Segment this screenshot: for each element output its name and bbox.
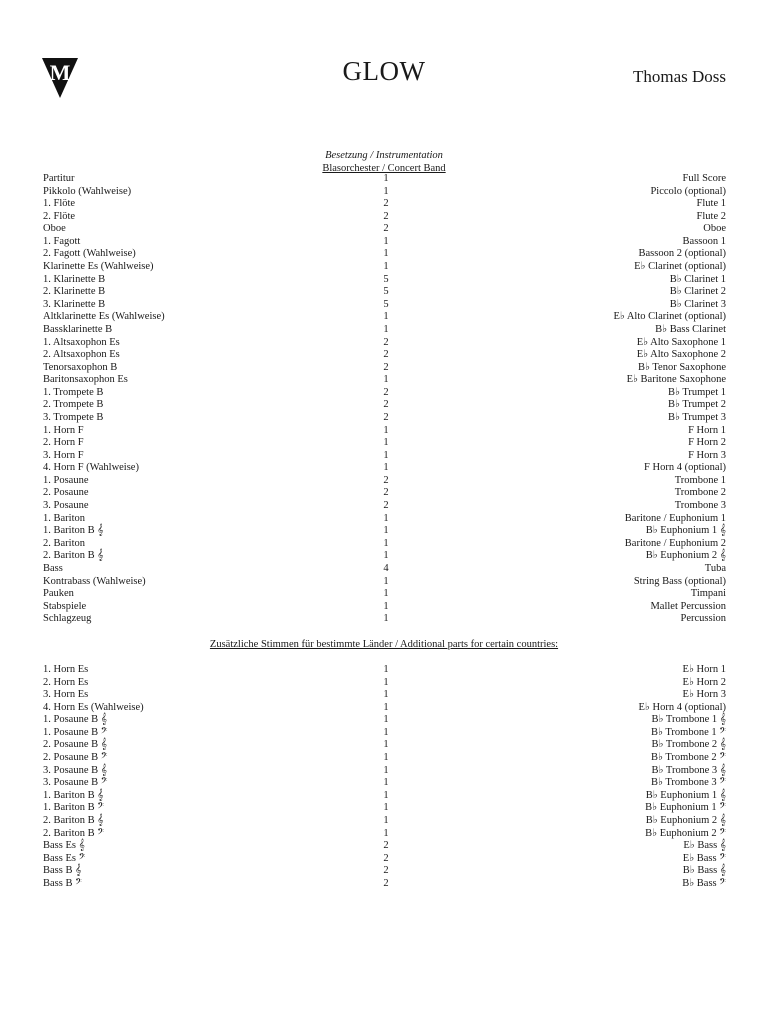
table-row [43,601,726,614]
english-part-name: B♭ Trombone 3 𝄞 [651,764,726,776]
german-part-name: 3. Horn Es [43,689,89,701]
part-quantity: 2 [383,474,389,486]
table-row [43,261,726,274]
part-quantity: 2 [383,840,389,852]
english-part-name: Bassoon 1 [682,235,726,247]
english-part-name: E♭ Baritone Saxophone [626,374,726,386]
english-part-name: E♭ Horn 2 [682,676,726,688]
english-part-name: E♭ Bass 𝄞 [683,840,726,852]
german-part-name: Bassklarinette B [43,323,113,335]
table-row [43,840,726,853]
german-part-name: Bass Es 𝄞 [43,840,85,852]
english-part-name: F Horn 2 [688,437,726,449]
german-part-name: Partitur [43,173,75,184]
part-quantity: 1 [383,537,389,549]
table-row [43,487,726,500]
table-row [43,727,726,740]
part-quantity: 1 [383,588,389,600]
german-part-name: 3. Klarinette B [43,298,106,310]
german-part-name: 1. Klarinette B [43,273,106,285]
table-row [43,324,726,337]
table-row [43,588,726,601]
table-row [43,475,726,488]
part-quantity: 1 [383,424,389,436]
german-part-name: 2. Posaune B 𝄞 [43,739,107,751]
part-quantity: 2 [383,487,389,499]
english-part-name: Flute 2 [696,210,726,222]
part-quantity: 2 [383,210,389,222]
german-part-name: 1. Flöte [43,198,76,210]
part-quantity: 1 [383,173,389,184]
part-quantity: 1 [383,802,389,814]
english-part-name: B♭ Clarinet 1 [669,273,726,285]
german-part-name: 2. Fagott (Wahlweise) [43,248,136,260]
german-part-name: 3. Posaune B 𝄢 [43,777,108,789]
english-part-name: Trombone 1 [674,474,726,486]
german-part-name: 4. Horn F (Wahlweise) [43,462,139,474]
table-row [43,236,726,249]
german-part-name: 2. Bariton [43,537,85,549]
part-quantity: 2 [383,399,389,411]
table-row [43,274,726,287]
table-row [43,677,726,690]
part-quantity: 1 [383,600,389,612]
german-part-name: Schlagzeug [43,613,92,625]
german-part-name: 1. Posaune [43,474,89,486]
part-quantity: 1 [383,701,389,713]
english-part-name: B♭ Euphonium 2 𝄞 [645,814,726,826]
german-part-name: 2. Trompete B [43,399,104,411]
part-quantity: 1 [383,689,389,701]
part-quantity: 1 [383,664,389,675]
additional-parts-heading: Zusätzliche Stimmen für bestimmte Länder / Additional parts for certain countries: [209,639,559,650]
table-row [43,299,726,312]
german-part-name: Bass B 𝄞 [43,865,82,877]
english-part-name: B♭ Trombone 1 𝄢 [650,726,726,738]
german-part-name: 1. Altsaxophon Es [43,336,120,348]
part-quantity: 1 [383,185,389,197]
table-row [43,878,726,891]
instrumentation-table [43,173,726,626]
part-quantity: 1 [383,613,389,625]
part-quantity: 1 [383,261,389,273]
english-part-name: F Horn 3 [688,449,726,461]
german-part-name: 3. Horn F [43,449,84,461]
instrumentation-heading [0,150,768,175]
english-part-name: Full Score [682,173,726,184]
part-quantity: 2 [383,198,389,210]
part-quantity: 2 [383,877,389,889]
english-part-name: Baritone / Euphonium 2 [624,537,726,549]
english-part-name: B♭ Clarinet 3 [669,298,726,310]
german-part-name: 2. Flöte [43,210,76,222]
part-quantity: 1 [383,235,389,247]
table-row [43,337,726,350]
additional-parts-table [43,664,726,890]
table-row [43,374,726,387]
german-part-name: Bass [43,562,63,574]
english-part-name: B♭ Trombone 1 𝄞 [651,714,726,726]
table-row [43,790,726,803]
english-part-name: B♭ Euphonium 2 𝄞 [645,550,726,562]
table-row [43,613,726,626]
english-part-name: B♭ Euphonium 1 𝄞 [645,525,726,537]
english-part-name: B♭ Tenor Saxophone [637,361,726,373]
german-part-name: Oboe [43,223,66,235]
part-quantity: 1 [383,374,389,386]
table-row [43,362,726,375]
german-part-name: Bass Es 𝄢 [43,852,86,864]
table-row [43,525,726,538]
german-part-name: Pauken [43,588,74,600]
part-quantity: 1 [383,575,389,587]
german-part-name: 2. Bariton B 𝄞 [43,814,104,826]
german-part-name: Kontrabass (Wahlweise) [43,575,146,587]
table-row [43,462,726,475]
part-quantity: 5 [383,286,389,298]
english-part-name: Flute 1 [696,198,726,210]
german-part-name: Klarinette Es (Wahlweise) [43,261,154,273]
part-quantity: 1 [383,248,389,260]
part-quantity: 1 [383,311,389,323]
table-row [43,349,726,362]
english-part-name: E♭ Bass 𝄢 [682,852,726,864]
part-quantity: 2 [383,852,389,864]
part-quantity: 1 [383,449,389,461]
table-row [43,739,726,752]
german-part-name: 1. Bariton B 𝄞 [43,525,104,537]
part-quantity: 1 [383,739,389,751]
instrumentation-heading-line2: Blasorchester / Concert Band [322,162,446,174]
english-part-name: B♭ Bass 𝄢 [682,877,726,889]
english-part-name: Tuba [704,562,726,574]
german-part-name: 4. Horn Es (Wahlweise) [43,701,144,713]
table-row [43,815,726,828]
part-quantity: 1 [383,726,389,738]
english-part-name: B♭ Trombone 2 𝄞 [651,739,726,751]
table-row [43,828,726,841]
english-part-name: E♭ Alto Clarinet (optional) [613,311,726,323]
english-part-name: F Horn 4 (optional) [644,462,726,474]
german-part-name: 2. Altsaxophon Es [43,349,120,361]
german-part-name: 1. Posaune B 𝄢 [43,726,108,738]
part-quantity: 1 [383,789,389,801]
part-quantity: 1 [383,512,389,524]
english-part-name: E♭ Horn 4 (optional) [638,701,726,713]
part-quantity: 2 [383,500,389,512]
german-part-name: 2. Bariton B 𝄢 [43,827,104,839]
english-part-name: E♭ Clarinet (optional) [634,261,726,273]
table-row [43,513,726,526]
table-row [43,765,726,778]
table-row [43,311,726,324]
part-quantity: 2 [383,223,389,235]
english-part-name: Timpani [690,588,726,600]
german-part-name: 1. Fagott [43,235,81,247]
table-row [43,437,726,450]
table-row [43,865,726,878]
english-part-name: F Horn 1 [688,424,726,436]
german-part-name: 2. Posaune [43,487,89,499]
part-quantity: 1 [383,462,389,474]
svg-text:M: M [49,60,71,85]
table-row [43,186,726,199]
table-row [43,714,726,727]
german-part-name: 1. Bariton B 𝄢 [43,802,104,814]
table-row [43,802,726,815]
table-row [43,576,726,589]
part-quantity: 2 [383,336,389,348]
part-quantity: 1 [383,777,389,789]
english-part-name: E♭ Horn 1 [682,664,726,675]
english-part-name: B♭ Euphonium 1 𝄞 [645,789,726,801]
table-row [43,538,726,551]
table-row [43,777,726,790]
table-row [43,425,726,438]
table-row [43,752,726,765]
table-row [43,399,726,412]
part-quantity: 2 [383,349,389,361]
part-quantity: 5 [383,273,389,285]
german-part-name: Stabspiele [43,600,87,612]
german-part-name: Baritonsaxophon Es [43,374,128,386]
table-row [43,550,726,563]
table-row [43,211,726,224]
part-quantity: 2 [383,386,389,398]
part-quantity: 2 [383,865,389,877]
table-row [43,689,726,702]
german-part-name: 1. Posaune B 𝄞 [43,714,107,726]
part-quantity: 4 [383,562,389,574]
german-part-name: Altklarinette Es (Wahlweise) [43,311,165,323]
table-row [43,853,726,866]
english-part-name: Piccolo (optional) [650,185,726,197]
table-row [43,173,726,186]
english-part-name: Trombone 2 [674,487,726,499]
english-part-name: B♭ Euphonium 1 𝄢 [645,802,726,814]
english-part-name: Trombone 3 [674,500,726,512]
part-quantity: 1 [383,525,389,537]
table-row [43,500,726,513]
german-part-name: 3. Trompete B [43,411,104,423]
table-row [43,248,726,261]
english-part-name: B♭ Euphonium 2 𝄢 [645,827,726,839]
english-part-name: B♭ Trumpet 3 [667,411,726,423]
table-row [43,198,726,211]
part-quantity: 2 [383,361,389,373]
german-part-name: 3. Posaune B 𝄞 [43,764,107,776]
english-part-name: Mallet Percussion [650,600,726,612]
english-part-name: Oboe [703,223,726,235]
part-quantity: 1 [383,814,389,826]
german-part-name: 3. Posaune [43,500,89,512]
part-quantity: 1 [383,437,389,449]
german-part-name: 1. Bariton B 𝄞 [43,789,104,801]
english-part-name: E♭ Alto Saxophone 2 [636,349,726,361]
german-part-name: 2. Horn Es [43,676,89,688]
part-quantity: 1 [383,676,389,688]
german-part-name: Pikkolo (Wahlweise) [43,185,132,197]
table-row [43,702,726,715]
part-quantity: 1 [383,550,389,562]
german-part-name: Bass B 𝄢 [43,877,82,889]
german-part-name: 1. Trompete B [43,386,104,398]
german-part-name: 2. Bariton B 𝄞 [43,550,104,562]
english-part-name: Baritone / Euphonium 1 [624,512,726,524]
part-quantity: 1 [383,752,389,764]
part-quantity: 2 [383,411,389,423]
english-part-name: B♭ Clarinet 2 [669,286,726,298]
page-title: GLOW [342,56,426,86]
table-row [43,450,726,463]
english-part-name: B♭ Bass 𝄞 [682,865,726,877]
german-part-name: 2. Klarinette B [43,286,106,298]
german-part-name: 2. Horn F [43,437,84,449]
table-row [43,664,726,677]
table-row [43,563,726,576]
english-part-name: B♭ Bass Clarinet [655,323,726,335]
german-part-name: Tenorsaxophon B [43,361,118,373]
english-part-name: B♭ Trumpet 1 [667,386,726,398]
part-quantity: 1 [383,827,389,839]
english-part-name: String Bass (optional) [633,575,726,587]
part-quantity: 1 [383,323,389,335]
part-quantity: 1 [383,714,389,726]
english-part-name: B♭ Trombone 3 𝄢 [650,777,726,789]
english-part-name: B♭ Trumpet 2 [667,399,726,411]
english-part-name: B♭ Trombone 2 𝄢 [650,752,726,764]
composer-name: Thomas Doss [632,67,726,86]
part-quantity: 5 [383,298,389,310]
german-part-name: 2. Posaune B 𝄢 [43,752,108,764]
table-row [43,387,726,400]
german-part-name: 1. Horn Es [43,664,89,675]
instrumentation-heading-line1: Besetzung / Instrumentation [325,150,443,161]
table-row [43,412,726,425]
english-part-name: Bassoon 2 (optional) [638,248,726,260]
table-row [43,286,726,299]
table-row [43,223,726,236]
part-quantity: 1 [383,764,389,776]
english-part-name: E♭ Horn 3 [682,689,726,701]
english-part-name: E♭ Alto Saxophone 1 [636,336,726,348]
german-part-name: 1. Horn F [43,424,84,436]
english-part-name: Percussion [680,613,726,625]
german-part-name: 1. Bariton [43,512,85,524]
